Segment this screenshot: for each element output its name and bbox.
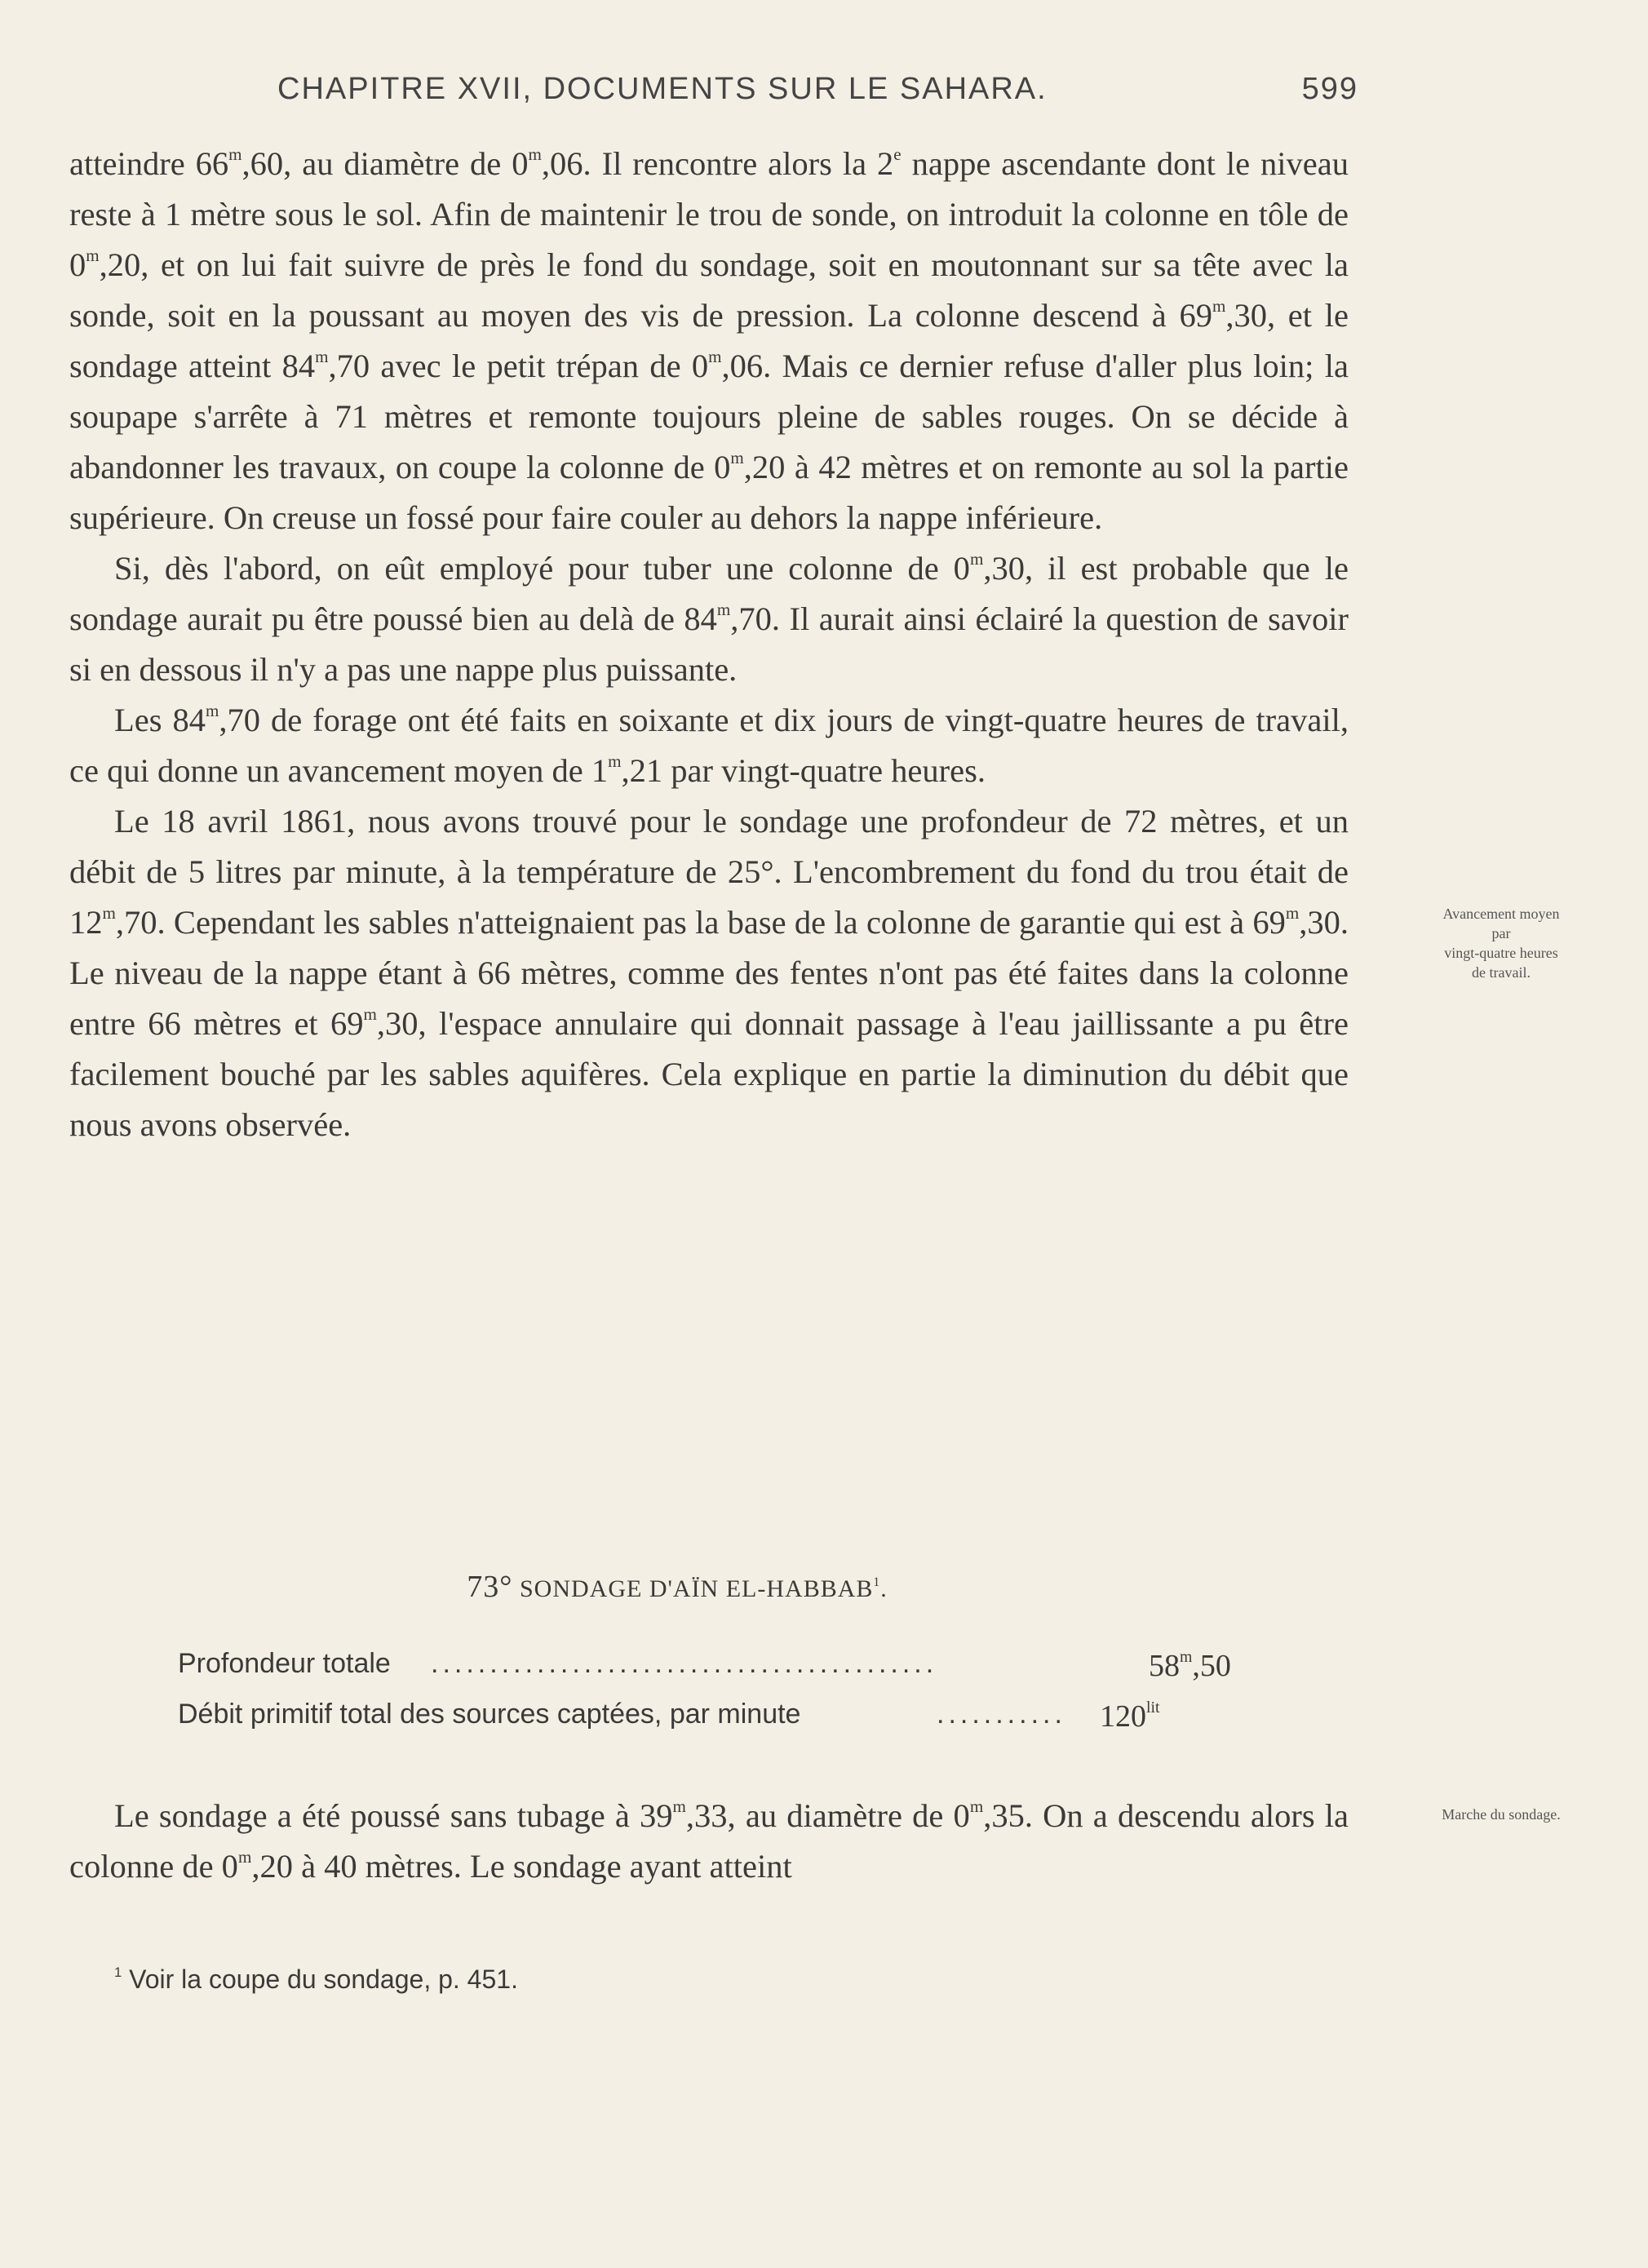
row-label: Profondeur totale	[178, 1648, 391, 1679]
margin-note-line: vingt-quatre heures	[1444, 945, 1558, 961]
page-number: 599	[1301, 72, 1358, 106]
running-header	[69, 72, 1358, 121]
footnote-ref: 1	[873, 1575, 881, 1589]
row-label: Débit primitif total des sources captées, par minute	[178, 1699, 801, 1730]
footnote-text: Voir la coupe du sondage, p. 451.	[129, 1965, 518, 1994]
margin-note-line: Avancement moyen	[1442, 906, 1560, 922]
leader-dots: ...........................................	[431, 1648, 938, 1679]
section-title: SONDAGE D'AÏN EL-HABBAB	[520, 1575, 874, 1602]
row-value: $120^{lit}$	[1100, 1699, 1160, 1734]
section-number: 73°	[467, 1570, 513, 1604]
margin-note-avancement	[1379, 904, 1624, 982]
chapter-title: CHAPITRE XVII, DOCUMENTS SUR LE SAHARA.	[277, 72, 1048, 106]
main-text-continued	[69, 1791, 1349, 1892]
margin-note-marche	[1379, 1805, 1624, 1824]
margin-note-line: par	[1491, 925, 1511, 941]
paragraph-5: Le sondage a été poussé sans tubage à 39$^m$,33, au diamètre de 0$^m$,35. On a descendu alors la colonne de 0$^m$,20 à 40 mètres. Le sondage ayant atteint	[69, 1796, 1349, 1885]
footnote-marker: 1	[114, 1964, 122, 1980]
main-text	[69, 139, 1349, 1150]
section-heading: 73° SONDAGE D'AÏN EL-HABBAB$^1$.	[467, 1570, 888, 1604]
row-value: 58$^m$,50	[1149, 1648, 1231, 1683]
paragraph-4: Le 18 avril 1861, nous avons trouvé pour le sondage une profondeur de 72 mètres, et un débit de 5 litres par minute, à la température de 25°. L'encombrement du fond du trou était de 12$^m$,70. Cependant les sables n'atteignaient pas la base de la colonne de garantie qui est à 69$^m$,30. Le niveau de la nappe étant à 66 mètres, comme des fentes n'ont pas été faites dans la colonne entre 66 mètres et 69$^m$,30, l'espace annulaire qui donnait passage à l'eau jaillissante a pu être facilement bouché par les sables aquifères. Cela explique en partie la diminution du débit que nous avons observée.	[69, 803, 1349, 1143]
margin-note-line: de travail.	[1472, 964, 1531, 981]
paragraph-1: atteindre 66$^m$,60, au diamètre de 0$^m$,06. Il rencontre alors la 2e nappe ascendante dont le niveau reste à 1 mètre sous le sol. Afin de maintenir le trou de sonde, on introduit la colonne en tôle de 0$^m$,20, et on lui fait suivre de près le fond du sondage, soit en moutonnant sur sa tête avec la sonde, soit en la poussant au moyen des vis de pression. La colonne descend à 69$^m$,30, et le sondage atteint 84$^m$,70 avec le petit trépan de 0$^m$,06. Mais ce dernier refuse d'aller plus loin; la soupape s'arrête à 71 mètres et remonte toujours pleine de sables rouges. On se décide à abandonner les travaux, on coupe la colonne de 0$^m$,20 à 42 mètres et on remonte au sol la partie supérieure. On creuse un fossé pour faire couler au dehors la nappe inférieure.	[69, 144, 1349, 536]
paragraph-2: Si, dès l'abord, on eût employé pour tuber une colonne de 0$^m$,30, il est probable que le sondage aurait pu être poussé bien au delà de 84$^m$,70. Il aurait ainsi éclairé la question de savoir si en dessous il n'y a pas une nappe plus puissante.	[69, 549, 1349, 688]
leader-dots: ...........	[937, 1699, 1066, 1730]
table-row	[178, 1699, 1304, 1746]
table-row	[178, 1648, 1304, 1695]
paragraph-3: Les 84$^m$,70 de forage ont été faits en soixante et dix jours de vingt-quatre heures de travail, ce qui donne un avancement moyen de 1$^m$,21 par vingt-quatre heures.	[69, 701, 1349, 789]
footnote	[114, 1965, 518, 1995]
margin-note-line: Marche du sondage.	[1442, 1806, 1561, 1823]
